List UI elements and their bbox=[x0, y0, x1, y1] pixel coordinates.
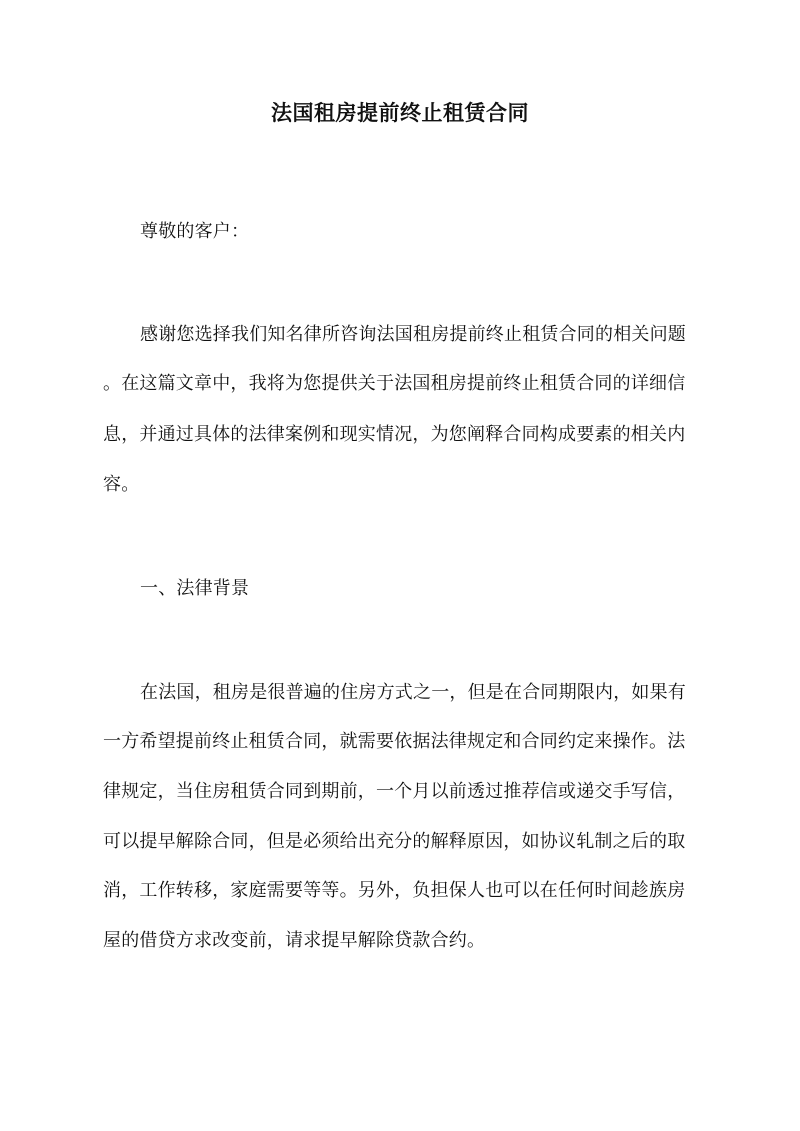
section-line-2: 一方希望提前终止租赁合同，就需要依据法律规定和合同约定来操作。法 bbox=[103, 731, 686, 752]
section-line-1: 在法国，租房是很普遍的住房方式之一，但是在合同期限内，如果有 bbox=[140, 682, 686, 703]
section-line-3: 律规定，当住房租赁合同到期前，一个月以前透过推荐信或递交手写信， bbox=[103, 781, 686, 802]
intro-line-4: 容。 bbox=[103, 474, 140, 495]
section-line-4: 可以提早解除合同，但是必须给出充分的解释原因，如协议轧制之后的取 bbox=[103, 831, 686, 852]
intro-line-1: 感谢您选择我们知名律所咨询法国租房提前终止租赁合同的相关问题 bbox=[140, 324, 686, 345]
salutation: 尊敬的客户： bbox=[140, 221, 250, 242]
section-heading: 一、法律背景 bbox=[140, 578, 250, 599]
section-line-5: 消，工作转移，家庭需要等等。另外，负担保人也可以在任何时间趁族房 bbox=[103, 880, 686, 901]
intro-line-3: 息，并通过具体的法律案例和现实情况，为您阐释合同构成要素的相关内 bbox=[103, 424, 686, 445]
section-line-6: 屋的借贷方求改变前，请求提早解除贷款合约。 bbox=[103, 930, 486, 951]
document-title: 法国租房提前终止租赁合同 bbox=[271, 100, 529, 125]
intro-line-2: 。在这篇文章中，我将为您提供关于法国租房提前终止租赁合同的详细信 bbox=[103, 373, 686, 394]
